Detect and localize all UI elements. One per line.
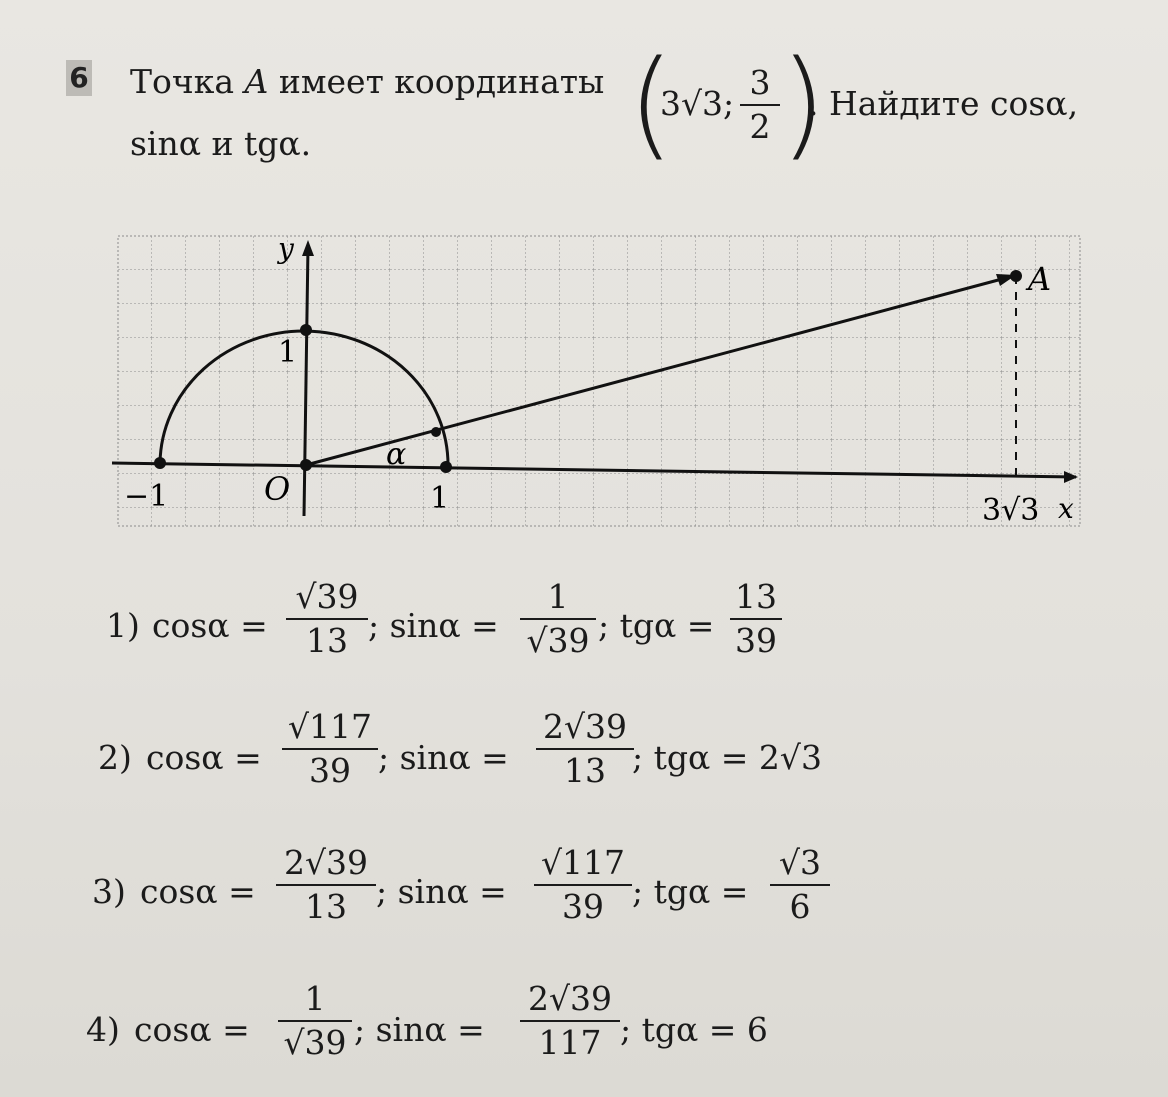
left-paren: ( xyxy=(628,34,675,172)
answer-4-sin-word: ; sinα = xyxy=(354,1010,485,1049)
alpha-label: α xyxy=(386,437,407,472)
problem-number: 6 xyxy=(66,60,92,96)
problem-text-line1: Точка A имеет координаты xyxy=(130,62,605,101)
xA-label: 3√3 xyxy=(982,493,1040,528)
answer-1-cos-word: cosα = xyxy=(152,606,268,645)
answer-3-tg-word: ; tgα = xyxy=(632,872,749,911)
answer-2-cos-word: cosα = xyxy=(146,738,262,777)
one-y-label: 1 xyxy=(278,335,298,370)
answer-3-cos-word: cosα = xyxy=(140,872,256,911)
answer-2-label: 2) xyxy=(98,738,132,777)
point-one-x xyxy=(440,461,452,473)
answer-1-sin-frac: 1 √39 xyxy=(520,578,596,660)
grid-background xyxy=(118,236,1080,526)
answer-2-tg: ; tgα = 2√3 xyxy=(632,738,822,777)
answer-4-sin-frac: 2√39 117 xyxy=(520,980,620,1062)
point-A-label: A xyxy=(1028,260,1052,298)
answer-1-cos-frac: √39 13 xyxy=(286,578,368,660)
answer-4-cos-word: cosα = xyxy=(134,1010,250,1049)
one-x-label: 1 xyxy=(430,481,450,516)
answer-1-sin-word: ; sinα = xyxy=(368,606,499,645)
coordinate-x: 3√3; xyxy=(660,84,735,123)
y-axis-label: y xyxy=(278,232,294,265)
answer-1-tg-frac: 13 39 xyxy=(730,578,782,660)
answer-2-cos-frac: √117 39 xyxy=(282,708,378,790)
answer-3-cos-frac: 2√39 13 xyxy=(276,844,376,926)
answer-3-label: 3) xyxy=(92,872,126,911)
answer-3-tg-frac: √3 6 xyxy=(770,844,830,926)
point-intersection xyxy=(431,427,441,437)
answer-4-tg: ; tgα = 6 xyxy=(620,1010,768,1049)
coordinate-y: 3 2 xyxy=(740,64,780,146)
right-paren: ) xyxy=(780,34,827,172)
answer-1-tg-word: ; tgα = xyxy=(598,606,715,645)
problem-text-line2: sinα и tgα. xyxy=(130,124,312,163)
answer-4-cos-frac: 1 √39 xyxy=(278,980,352,1062)
answer-4-label: 4) xyxy=(86,1010,120,1049)
answer-1-label: 1) xyxy=(106,606,140,645)
answer-2-sin-word: ; sinα = xyxy=(378,738,509,777)
answer-3-sin-frac: √117 39 xyxy=(534,844,632,926)
problem-text-line1-end: . Найдите cosα, xyxy=(808,84,1079,123)
answer-2-sin-frac: 2√39 13 xyxy=(536,708,634,790)
minus-one-label: −1 xyxy=(124,479,169,514)
x-axis-label: x xyxy=(1058,492,1074,525)
point-minus-one xyxy=(154,457,166,469)
answer-3-sin-word: ; sinα = xyxy=(376,872,507,911)
point-origin xyxy=(300,459,312,471)
origin-label: O xyxy=(264,470,291,508)
point-one-y xyxy=(300,324,312,336)
point-A xyxy=(1010,270,1022,282)
